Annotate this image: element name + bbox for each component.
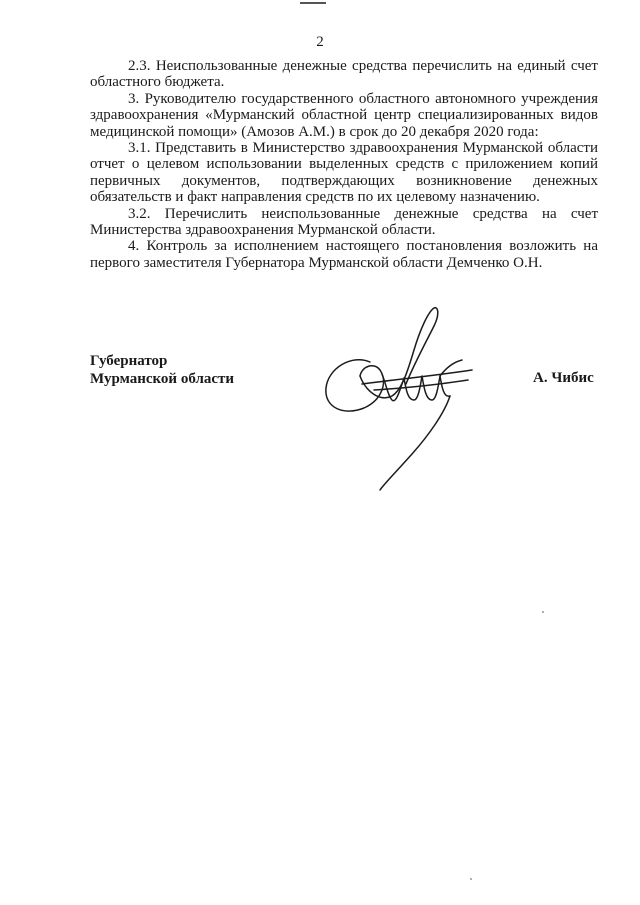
paragraph-2-3: 2.3. Неиспользованные денежные средства перечислить на единый счет областного бюджета.	[90, 58, 598, 91]
page-number: 2	[316, 34, 324, 50]
scan-top-mark	[300, 2, 326, 4]
paragraph-3-2: 3.2. Перечислить неиспользованные денежные средства на счет Министерства здравоохранения Мурманской области.	[90, 205, 598, 239]
signatory-name: А. Чибис	[533, 370, 594, 386]
scan-speck	[542, 611, 544, 613]
handwritten-signature	[322, 304, 500, 492]
scan-speck	[470, 878, 472, 880]
document-body	[90, 58, 598, 271]
paragraph-3-1: 3.1. Представить в Министерство здравоохранения Мурманской области отчет о целевом использовании выделенных средств с приложением копий первичных документов, подтверждающих возникновение денежных обязательств и факт направления средств по их целевому назначению.	[90, 140, 598, 206]
signatory-position-line1: Губернатор	[90, 353, 168, 369]
signatory-position-line2: Мурманской области	[90, 371, 235, 387]
signatory-position	[90, 352, 234, 388]
paragraph-3: 3. Руководителю государственного областного автономного учреждения здравоохранения «Мурманский областной центр специализированных видов медицинской помощи» (Амозов А.М.) в срок до 20 декабря 2020 года:	[90, 90, 598, 140]
paragraph-4: 4. Контроль за исполнением настоящего постановления возложить на первого заместителя Губернатора Мурманской области Демченко О.Н.	[90, 238, 598, 271]
